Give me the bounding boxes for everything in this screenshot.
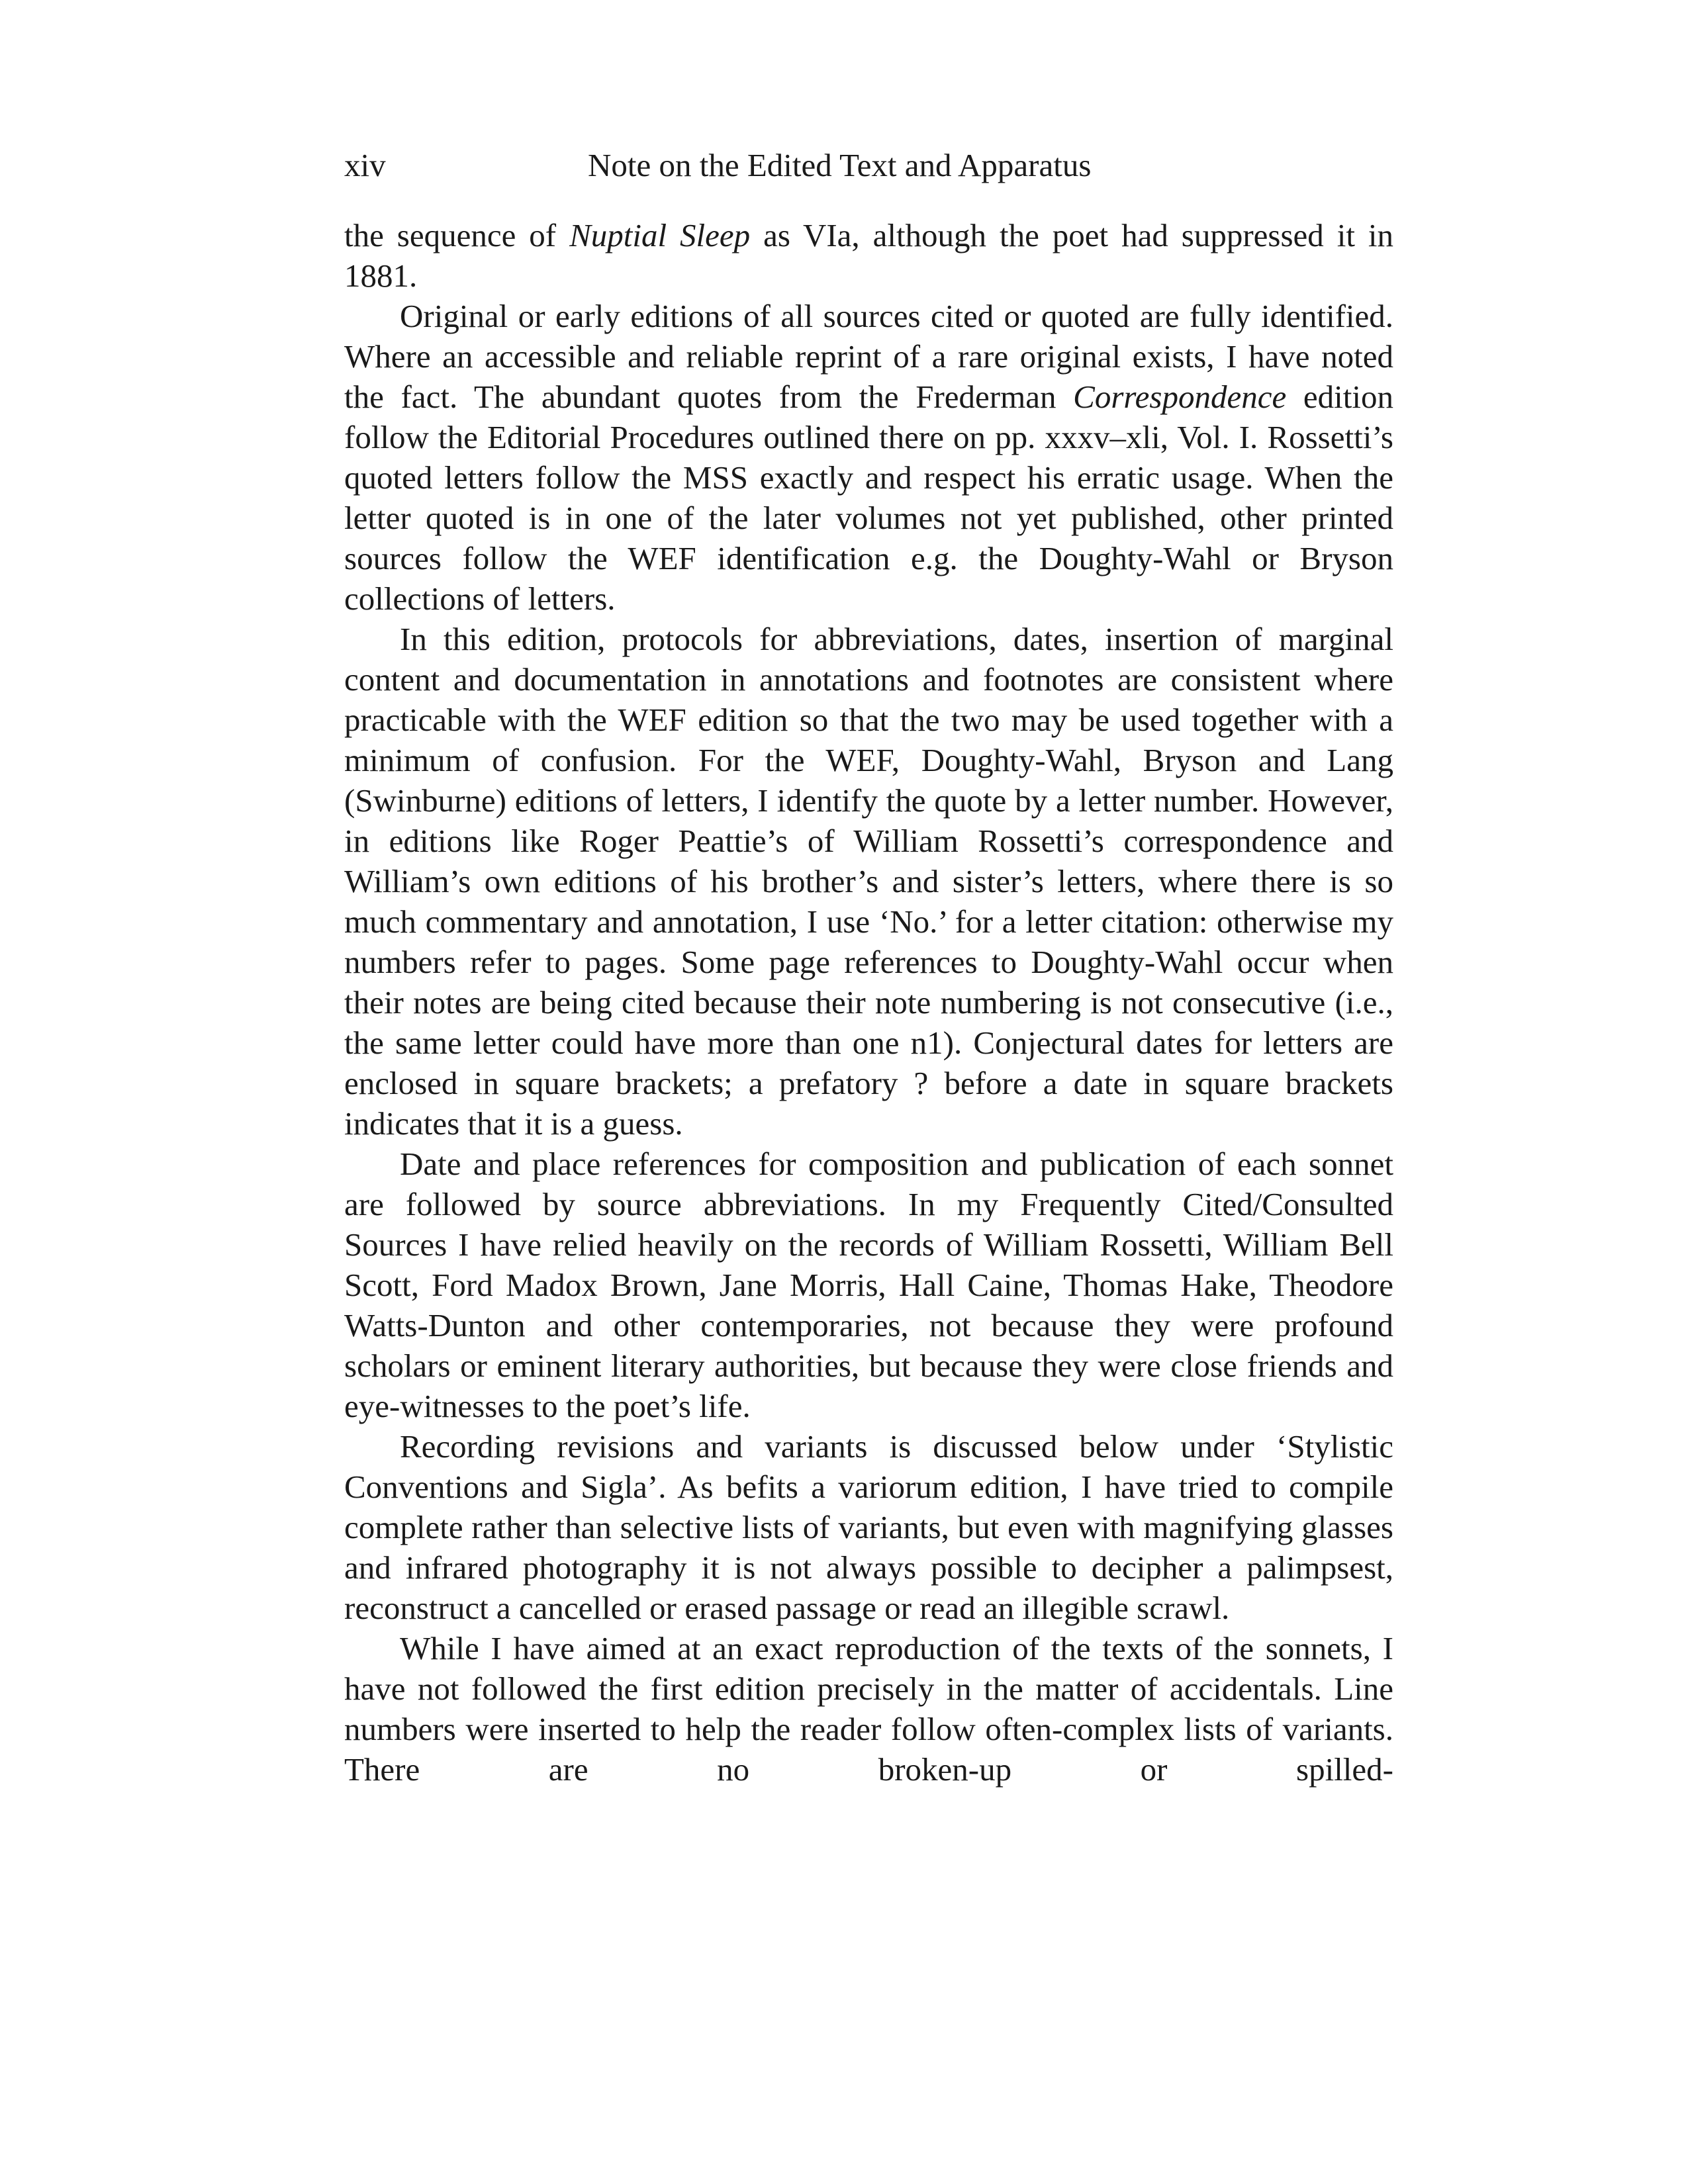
- paragraph-1-text-a: the sequence of: [344, 217, 570, 253]
- body-text: [344, 215, 1393, 1790]
- paragraph-2-title-italic: Correspondence: [1073, 379, 1287, 415]
- page-number: xiv: [344, 147, 386, 183]
- paragraph-2-text-a: Original or early editions of all sources cited or quoted are fully identified. Where an accessible and reliable reprint of a rare original exists, I have noted the fact. The abundant quotes from the Frederman: [344, 298, 1393, 415]
- paragraph-6: While I have aimed at an exact reproduction of the texts of the sonnets, I have not followed the first edition precisely in the matter of accidentals. Line numbers were inserted to help the reader follow often-complex lists of variants. There are no broken-up or spilled-: [344, 1630, 1393, 1788]
- paragraph-1: [344, 215, 1393, 296]
- page: [344, 142, 1393, 1790]
- paragraph-4: Date and place references for composition and publication of each sonnet are followed by source abbreviations. In my Frequently Cited/Consulted Sources I have relied heavily on the records of William Rossetti, William Bell Scott, Ford Madox Brown, Jane Morris, Hall Caine, Thomas Hake, Theodore Watts-Dunton and other contemporaries, not because they were profound scholars or eminent literary authorities, but because they were close friends and eye-witnesses to the poet’s life.: [344, 1146, 1393, 1424]
- paragraph-2-text-b: edition follow the Editorial Procedures outlined there on pp. xxxv–xli, Vol. I. Rossetti’s quoted letters follow the MSS exactly and respect his erratic usage. When the letter quoted is in one of the later volumes not yet published, other printed sources follow the WEF identification e.g. the Doughty-Wahl or Bryson collections of letters.: [344, 379, 1394, 617]
- paragraph-3: In this edition, protocols for abbreviations, dates, insertion of marginal content and documentation in annotations and footnotes are consistent where practicable with the WEF edition so that the two may be used together with a minimum of confusion. For the WEF, Doughty-Wahl, Bryson and Lang (Swinburne) editions of letters, I identify the quote by a letter number. However, in editions like Roger Peattie’s of William Rossetti’s correspondence and William’s own editions of his brother’s and sister’s letters, where there is so much commentary and annotation, I use ‘No.’ for a letter citation: otherwise my numbers refer to pages. Some page references to Doughty-Wahl occur when their notes are being cited because their note numbering is not consecutive (i.e., the same letter could have more than one n1). Conjectural dates for letters are enclosed in square brackets; a prefatory ? before a date in square brackets indicates that it is a guess.: [344, 621, 1393, 1142]
- paragraph-2: [344, 296, 1393, 619]
- running-head-title: Note on the Edited Text and Apparatus: [588, 147, 1092, 183]
- paragraph-1-text-b: as VIa, although the poet had suppressed it in 1881.: [344, 217, 1394, 294]
- paragraph-5: Recording revisions and variants is discussed below under ‘Stylistic Conventions and Sigla’. As befits a variorum edition, I have tried to compile complete rather than selective lists of variants, but even with magnifying glasses and infrared photography it is not always possible to decipher a palimpsest, reconstruct a cancelled or erased passage or read an illegible scrawl.: [344, 1428, 1393, 1626]
- paragraph-1-title-italic: Nuptial Sleep: [569, 217, 751, 253]
- running-head: [344, 142, 1393, 189]
